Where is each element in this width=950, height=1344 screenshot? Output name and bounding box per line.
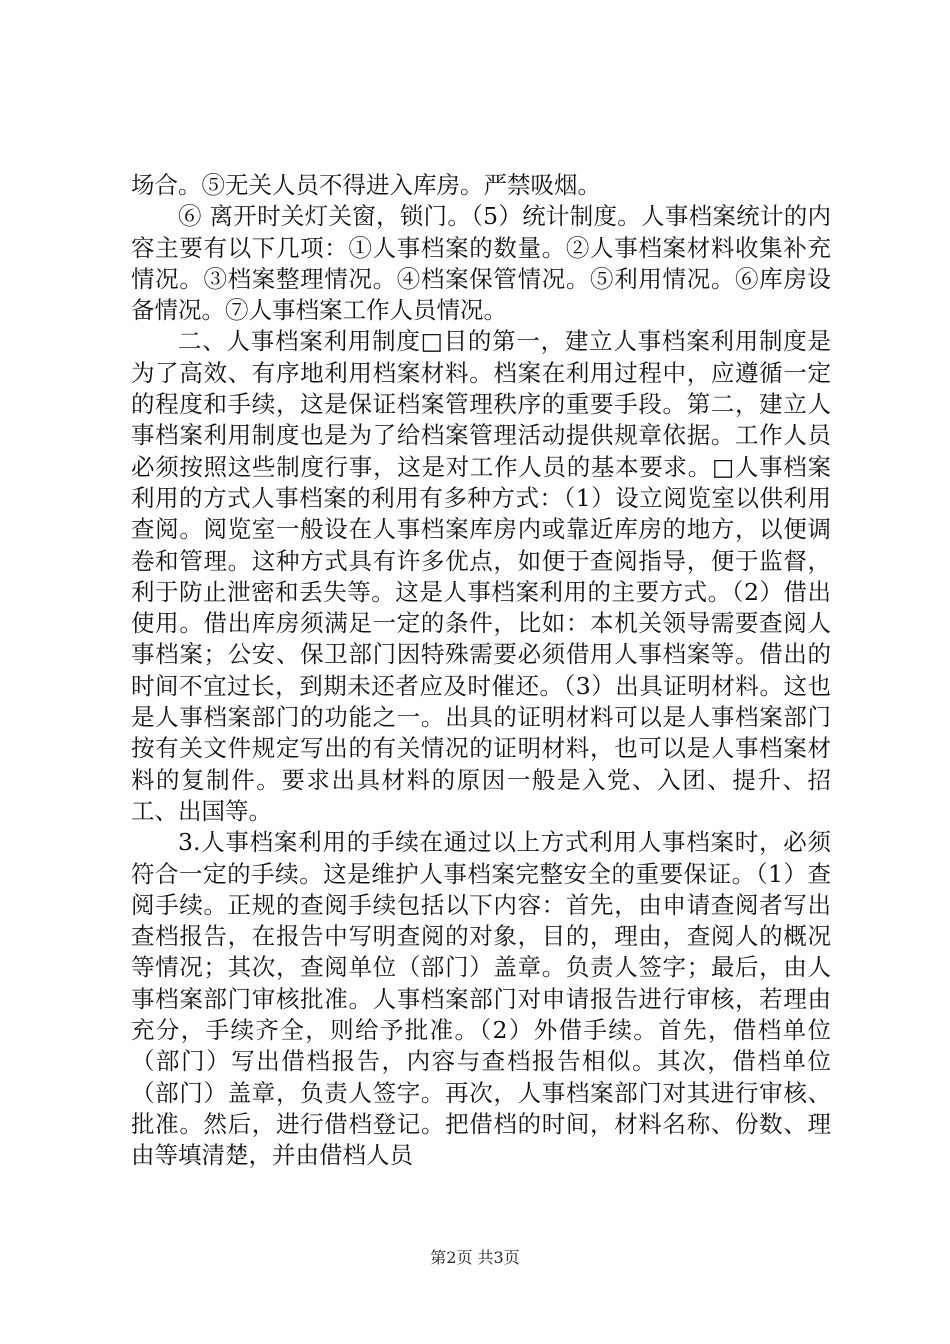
paragraph-1: 场合。⑤无关人员不得进入库房。严禁吸烟。 [131,171,601,199]
page-number-footer: 第2页 共3页 [430,1248,520,1267]
paragraph-2: ⑥ 离开时关灯关窗，锁门。（5）统计制度。人事档案统计的内容主要有以下几项：①人事档案的数量。②人事档案材料收集补充情况。③档案整理情况。④档案保管情况。⑤利用情况。⑥库房设备情况。⑦人事档案工作人员情况。 [131,202,831,325]
paragraph-4: 3.人事档案利用的手续在通过以上方式利用人事档案时，必须符合一定的手续。这是维护人事档案完整安全的重要保证。（1）查阅手续。正规的查阅手续包括以下内容：首先，由申请查阅者写出查档报告，在报告中写明查阅的对象，目的，理由，查阅人的概况等情况；其次，查阅单位（部门）盖章。负责人签字；最后，由人事档案部门审核批准。人事档案部门对申请报告进行审核，若理由充分，手续齐全，则给予批准。（2）外借手续。首先，借档单位（部门）写出借档报告，内容与查档报告相似。其次，借档单位（部门）盖章，负责人签字。再次，人事档案部门对其进行审核、批准。然后，进行借档登记。把借档的时间，材料名称、份数、理由等填清楚，并由借档人员 [131,828,831,1170]
document-body [131,170,831,1172]
paragraph-3: 二、人事档案利用制度□目的第一，建立人事档案利用制度是为了高效、有序地利用档案材料。档案在利用过程中，应遵循一定的程度和手续，这是保证档案管理秩序的重要手段。第二，建立人事档案利用制度也是为了给档案管理活动提供规章依据。工作人员必须按照这些制度行事，这是对工作人员的基本要求。□人事档案利用的方式人事档案的利用有多种方式：（1）设立阅览室以供利用查阅。阅览室一般设在人事档案库房内或靠近库房的地方，以便调卷和管理。这种方式具有许多优点，如便于查阅指导，便于监督，利于防止泄密和丢失等。这是人事档案利用的主要方式。（2）借出使用。借出库房须满足一定的条件，比如：本机关领导需要查阅人事档案；公安、保卫部门因特殊需要必须借用人事档案等。借出的时间不宜过长，到期未还者应及时催还。（3）出具证明材料。这也是人事档案部门的功能之一。出具的证明材料可以是人事档案部门按有关文件规定写出的有关情况的证明材料，也可以是人事档案材料的复制件。要求出具材料的原因一般是入党、入团、提升、招工、出国等。 [131,327,831,825]
